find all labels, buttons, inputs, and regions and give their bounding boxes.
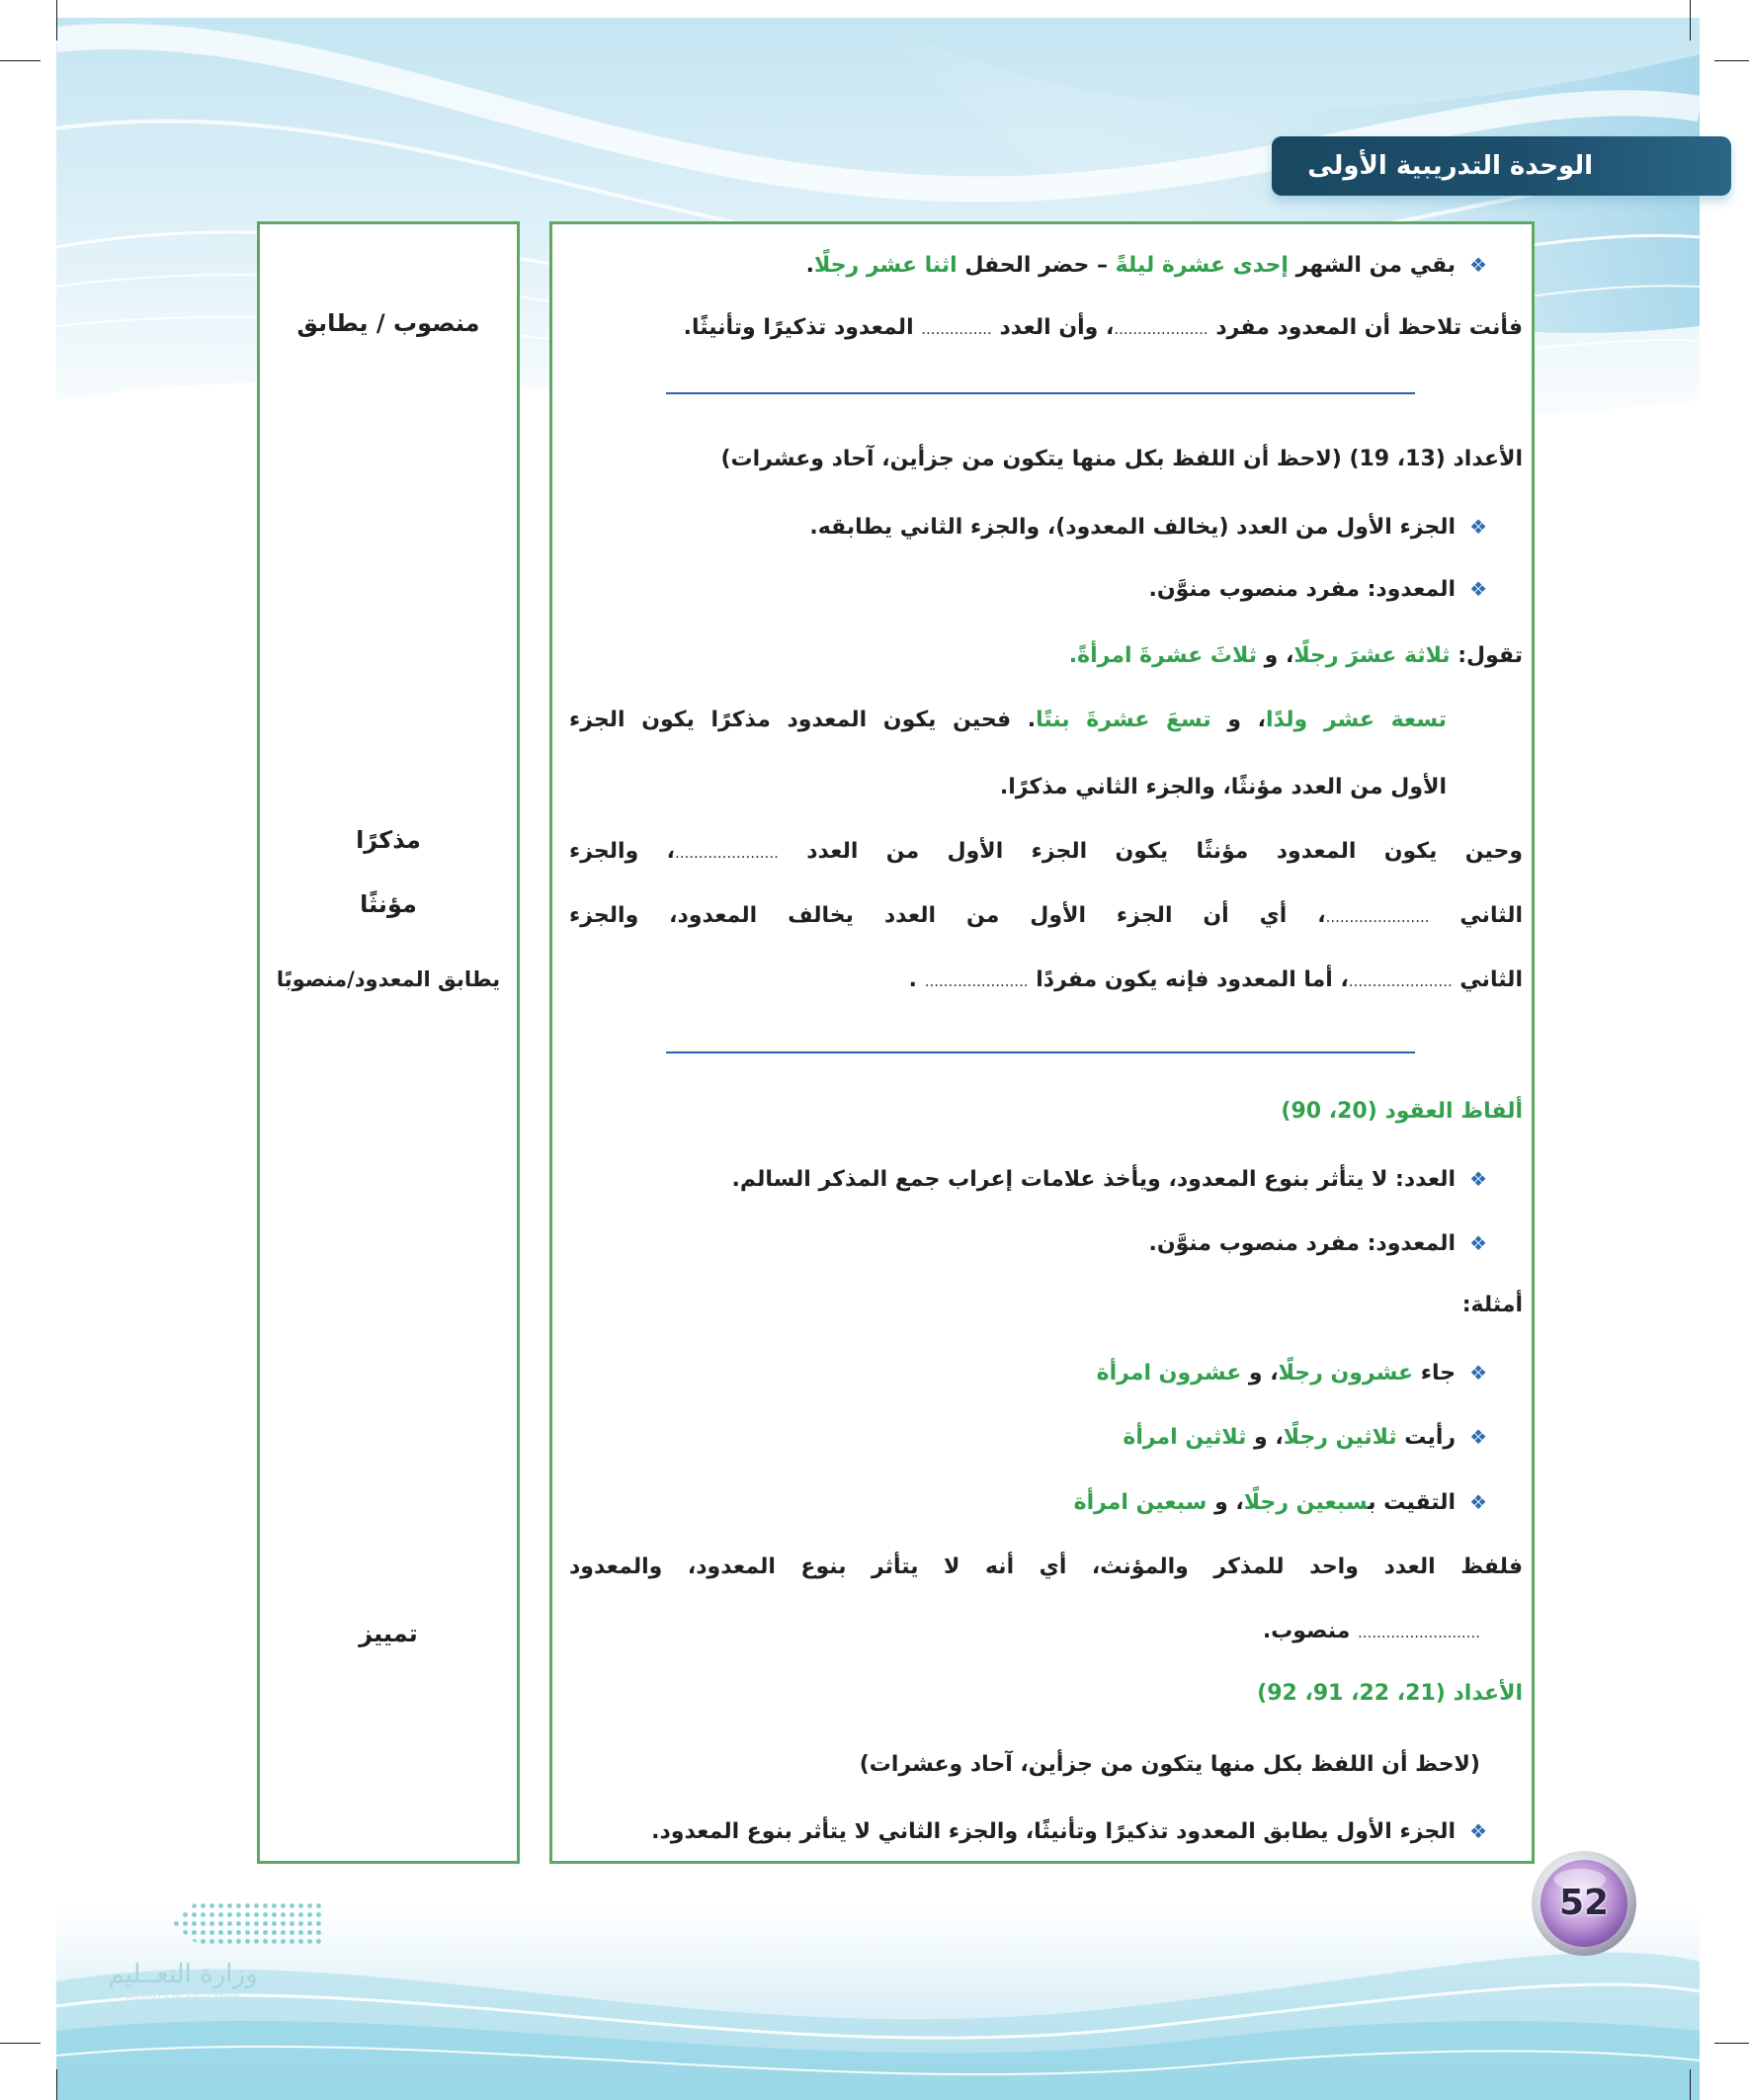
example-phrase: إحدى عشرة ليلةً bbox=[1115, 253, 1289, 278]
crop-mark bbox=[56, 0, 57, 41]
example-phrase: عشرون رجلًا bbox=[1278, 1361, 1414, 1386]
line-text: تقول: bbox=[1450, 643, 1523, 668]
diamond-bullet-icon bbox=[1469, 1361, 1487, 1385]
diamond-bullet-icon bbox=[1469, 577, 1487, 601]
answer-blank: ...................... bbox=[674, 844, 779, 862]
example-phrase: تسعة عشر ولدًا bbox=[1266, 708, 1447, 732]
example-phrase: ثلاثين رجلًا bbox=[1283, 1425, 1397, 1450]
line-text: . bbox=[908, 967, 925, 992]
content-line bbox=[569, 509, 1487, 546]
diamond-bullet-icon bbox=[1469, 1819, 1487, 1843]
line-text: ، وأن العدد bbox=[991, 315, 1115, 340]
section-heading: الأعداد (21، 22، 91، 92) bbox=[1257, 1681, 1523, 1706]
crop-mark bbox=[0, 60, 41, 61]
answer-item: يطابق المعدود/منصوبًا bbox=[276, 967, 501, 991]
content-line bbox=[569, 1355, 1487, 1391]
line-text: ، والجزء bbox=[569, 839, 675, 864]
line-text: فأنت تلاحظ أن المعدود مفرد bbox=[1208, 315, 1523, 340]
line-text: وحين يكون المعدود مؤنثًا يكون الجزء الأول من العدد bbox=[778, 839, 1523, 864]
content-line bbox=[569, 247, 1487, 284]
diamond-bullet-icon bbox=[1469, 515, 1487, 539]
diamond-bullet-icon bbox=[1469, 1490, 1487, 1514]
example-phrase: سبعين امرأة bbox=[1073, 1490, 1208, 1515]
line-text: التقيت ب bbox=[1368, 1490, 1457, 1515]
section-divider bbox=[666, 392, 1415, 394]
crop-mark bbox=[56, 2069, 57, 2100]
content-line bbox=[569, 770, 1447, 805]
content-line bbox=[569, 571, 1487, 608]
content-line bbox=[569, 1094, 1523, 1130]
ministry-dots-logo-icon bbox=[163, 1892, 331, 1952]
answer-blank: ...................... bbox=[1348, 972, 1453, 990]
line-text: فلفظ العدد واحد للمذكر والمؤنث، أي أنه لا يتأثر بنوع المعدود، والمعدود bbox=[569, 1554, 1523, 1579]
line-text: المعدود تذكيرًا وتأنيثًا. bbox=[683, 315, 922, 340]
unit-title: الوحدة التدريبية الأولى bbox=[1307, 151, 1593, 181]
line-text: ، أما المعدود فإنه يكون مفردًا bbox=[1028, 967, 1349, 992]
line-text: – حضر الحفل bbox=[957, 253, 1116, 278]
line-text: (لاحظ أن اللفظ بكل منها يتكون من جزأين، آحاد وعشرات) bbox=[859, 1752, 1480, 1777]
example-phrase: ثلاثين امرأة bbox=[1123, 1425, 1247, 1450]
content-line bbox=[569, 1484, 1487, 1521]
content-line bbox=[569, 1225, 1487, 1262]
line-text: الثاني bbox=[1452, 967, 1523, 992]
diamond-bullet-icon bbox=[1469, 1231, 1487, 1255]
diamond-bullet-icon bbox=[1469, 253, 1487, 277]
line-text: ، و bbox=[1210, 708, 1266, 732]
line-text: ، أي أن الجزء الأول من العدد يخالف المعدود، والجزء bbox=[569, 903, 1326, 928]
line-text: بقي من الشهر bbox=[1288, 253, 1457, 278]
answer-item: مؤنثًا bbox=[360, 890, 417, 918]
answer-item: مذكرًا bbox=[356, 826, 421, 854]
content-line bbox=[565, 1747, 1480, 1783]
content-line bbox=[569, 1813, 1487, 1850]
crop-mark bbox=[1714, 60, 1749, 61]
answer-blank: ...................... bbox=[1325, 908, 1430, 926]
content-line bbox=[569, 703, 1447, 738]
line-text: رأيت bbox=[1396, 1425, 1457, 1450]
line-text: العدد: لا يتأثر بنوع المعدود، ويأخذ علامات إعراب جمع المذكر السالم. bbox=[731, 1167, 1457, 1192]
crop-mark bbox=[1714, 2043, 1749, 2044]
crop-mark bbox=[1690, 0, 1691, 41]
section-heading: الأعداد (13، 19) (لاحظ أن اللفظ بكل منها يتكون من جزأين، آحاد وعشرات) bbox=[720, 447, 1523, 471]
ministry-logo-text-en: Ministry of Education bbox=[125, 1990, 240, 2003]
content-line bbox=[569, 638, 1523, 674]
examples-label: أمثلة: bbox=[1461, 1293, 1523, 1317]
line-text: جاء bbox=[1413, 1361, 1457, 1386]
section-divider bbox=[666, 1051, 1415, 1053]
line-text: المعدود: مفرد منصوب منوَّن. bbox=[1148, 577, 1457, 602]
content-line bbox=[569, 834, 1523, 871]
answer-item: تمييز bbox=[359, 1620, 418, 1647]
line-text: ، و bbox=[1241, 1361, 1279, 1386]
diamond-bullet-icon bbox=[1469, 1425, 1487, 1449]
line-text: المعدود: مفرد منصوب منوَّن. bbox=[1148, 1231, 1457, 1256]
section-heading: ألفاظ العقود (20، 90) bbox=[1281, 1099, 1523, 1124]
line-text: . bbox=[805, 253, 814, 278]
unit-header-banner bbox=[1272, 136, 1731, 196]
example-phrase: سبعين رجلًا bbox=[1243, 1490, 1369, 1515]
ministry-logo-text: وزارة التعــليم bbox=[108, 1960, 258, 1989]
example-phrase: عشرون امرأة bbox=[1096, 1361, 1242, 1386]
answer-blank: ............... bbox=[921, 320, 992, 338]
line-text: الثاني bbox=[1429, 903, 1523, 928]
answer-item: منصوب / يطابق bbox=[296, 309, 480, 337]
page-number: 52 bbox=[1558, 1883, 1610, 1923]
crop-mark bbox=[1690, 2069, 1691, 2100]
content-line bbox=[569, 963, 1523, 999]
example-phrase: اثنا عشر رجلًا bbox=[813, 253, 958, 278]
content-line bbox=[569, 898, 1523, 935]
line-text: ، و bbox=[1256, 643, 1294, 668]
line-text: ، و bbox=[1207, 1490, 1244, 1515]
example-phrase: ثلاثَ عشرةَ امرأةً. bbox=[1068, 643, 1257, 668]
content-line bbox=[569, 1161, 1487, 1198]
line-text: . فحين يكون المعدود مذكرًا يكون الجزء bbox=[569, 708, 1037, 732]
line-text: الأول من العدد مؤنثًا، والجزء الثاني مذكرًا. bbox=[999, 775, 1447, 799]
line-text: منصوب. bbox=[1262, 1619, 1359, 1643]
line-text: الجزء الأول يطابق المعدود تذكيرًا وتأنيثًا، والجزء الثاني لا يتأثر بنوع المعدود. bbox=[651, 1819, 1457, 1844]
answer-blank: .......................... bbox=[1358, 1624, 1480, 1641]
content-line bbox=[569, 1419, 1487, 1456]
content-line bbox=[569, 442, 1523, 477]
content-line bbox=[565, 1614, 1480, 1650]
content-line bbox=[569, 1550, 1523, 1585]
answer-blank: ...................... bbox=[924, 972, 1029, 990]
diamond-bullet-icon bbox=[1469, 1167, 1487, 1191]
content-line bbox=[569, 310, 1523, 347]
example-phrase: تسعَ عشرةَ بنتًا bbox=[1036, 708, 1211, 732]
example-phrase: ثلاثة عشرَ رجلًا bbox=[1293, 643, 1451, 668]
content-line bbox=[569, 1676, 1523, 1712]
content-line bbox=[569, 1288, 1523, 1323]
crop-mark bbox=[0, 2043, 41, 2044]
answer-blank: .................... bbox=[1114, 320, 1208, 338]
line-text: الجزء الأول من العدد (يخالف المعدود)، والجزء الثاني يطابقه. bbox=[809, 515, 1457, 540]
line-text: ، و bbox=[1246, 1425, 1284, 1450]
